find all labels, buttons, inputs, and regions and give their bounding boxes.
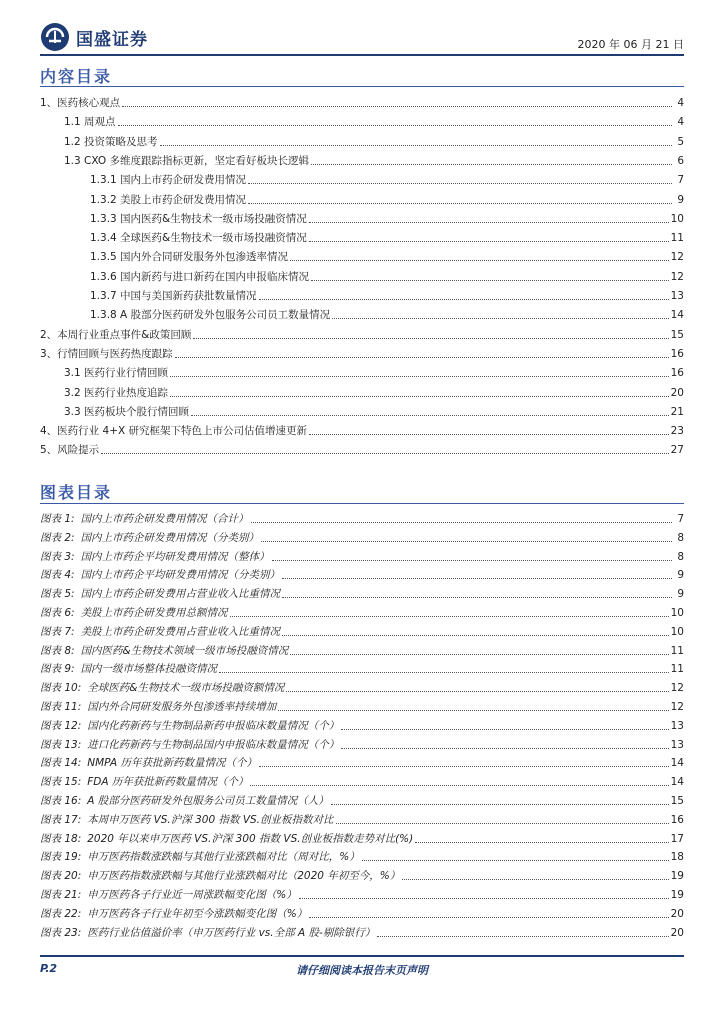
- toc-entry[interactable]: [40, 92, 684, 110]
- figures-title: 图表目录: [40, 483, 113, 502]
- toc-entry-page: 6: [677, 154, 684, 167]
- disclaimer-note: 请仔细阅读本报告末页声明: [296, 964, 428, 977]
- toc-entry-label: 3.3 医药板块个股行情回顾: [64, 405, 190, 418]
- toc-entry-page: 13: [670, 290, 684, 302]
- figure-entry[interactable]: [40, 583, 684, 601]
- toc-entry-label: 5、风险提示: [40, 444, 100, 457]
- figure-leader-dots: [286, 691, 668, 692]
- figure-entry-label: 国内上市药企研发费用情况（分类别）: [80, 531, 260, 544]
- toc-entry-label: 3.1 医药行业行情回顾: [64, 367, 169, 380]
- toc-entry-page: 15: [670, 328, 684, 341]
- toc-entry[interactable]: [40, 343, 684, 361]
- figure-entry-label: 国内上市药企平均研发费用情况（分类别）: [80, 569, 281, 582]
- toc-entry[interactable]: [40, 131, 684, 149]
- toc-leader-dots: [170, 396, 669, 397]
- figure-leader-dots: [230, 616, 669, 617]
- figure-entry-label: 国内一级市场整体投融资情况: [80, 663, 218, 676]
- page-header: [40, 22, 684, 54]
- figure-entry-number: 图表 19:: [40, 851, 82, 864]
- figure-entry-label: 本周申万医药 VS.沪深 300 指数 VS.创业板指数对比: [87, 813, 334, 826]
- toc-entry-label: 1.3.1 国内上市药企研发费用情况: [90, 174, 247, 187]
- toc-entry-page: 4: [677, 116, 684, 129]
- toc-entry[interactable]: [40, 266, 684, 284]
- figure-entry[interactable]: [40, 564, 684, 582]
- toc-leader-dots: [175, 357, 669, 358]
- toc-entry-label: 2、本周行业重点事件&政策回顾: [40, 328, 192, 341]
- header-divider: [40, 54, 684, 56]
- figure-leader-dots: [299, 898, 669, 899]
- toc-entry[interactable]: [40, 420, 684, 438]
- toc-entry-page: 7: [677, 174, 684, 187]
- figure-entry-label: 申万医药各子行业近一周涨跌幅变化图（%）: [87, 889, 297, 901]
- figure-entry-label: 2020 年以来申万医药 VS.沪深 300 指数 VS.创业板指数走势对比(%): [87, 832, 414, 845]
- figure-entry[interactable]: [40, 546, 684, 564]
- toc-leader-dots: [311, 280, 669, 281]
- toc-entry[interactable]: [40, 111, 684, 129]
- figure-leader-dots: [250, 785, 668, 786]
- figure-entry[interactable]: [40, 640, 684, 658]
- figure-entry-number: 图表 1:: [40, 513, 75, 525]
- toc-leader-dots: [259, 299, 669, 300]
- figure-leader-dots: [259, 766, 669, 767]
- figure-leader-dots: [261, 541, 672, 542]
- figure-leader-dots: [282, 597, 672, 598]
- toc-entry-page: 20: [670, 386, 684, 399]
- figure-entry-number: 图表 8:: [40, 644, 75, 657]
- figure-entry[interactable]: [40, 865, 684, 883]
- figure-entry-label: 国内外合同研发服务外包渗透率持续增加: [87, 701, 277, 713]
- figure-entry-page: 11: [670, 663, 684, 676]
- figure-entry-label: 进口化药新药与生物制品国内申报临床数量情况（个）: [87, 738, 340, 751]
- figure-entry[interactable]: [40, 527, 684, 545]
- toc-entry-page: 16: [670, 347, 684, 360]
- toc-leader-dots: [118, 125, 672, 126]
- figure-entry-page: 14: [670, 776, 684, 789]
- figure-entry-label: 申万医药指数涨跌幅与其他行业涨跌幅对比（2020 年初至今，%）: [87, 870, 401, 883]
- toc-entry-label: 1.3.6 国内新药与进口新药在国内申报临床情况: [90, 270, 310, 283]
- figure-entry-number: 图表 15:: [40, 776, 82, 789]
- report-date: 2020 年 06 月 21 日: [577, 38, 684, 51]
- figure-entry-label: A 股部分医药研发外包服务公司员工数量情况（人）: [87, 795, 329, 807]
- figure-entry-page: 13: [670, 738, 684, 751]
- toc-title-divider: [40, 86, 684, 87]
- figure-entry-number: 图表 9:: [40, 663, 75, 676]
- figure-entry-page: 20: [670, 907, 684, 920]
- figure-leader-dots: [341, 748, 668, 749]
- figure-entry-page: 10: [670, 625, 684, 638]
- figure-leader-dots: [278, 710, 668, 711]
- figure-leader-dots: [377, 936, 668, 937]
- figure-entry-page: 10: [670, 607, 684, 619]
- figure-entry-label: 国内上市药企研发费用情况（合计）: [80, 513, 249, 525]
- toc-entry-page: 11: [670, 232, 684, 245]
- figure-entry-page: 12: [670, 701, 684, 713]
- toc-entry-page: 12: [670, 270, 684, 283]
- toc-entry-page: 27: [670, 444, 684, 457]
- toc-leader-dots: [191, 415, 669, 416]
- toc-leader-dots: [309, 241, 669, 242]
- toc-entry-label: 1.3 CXO 多维度跟踪指标更新，坚定看好板块长逻辑: [64, 154, 309, 167]
- figure-entry-label: 医药行业估值溢价率（申万医药行业 vs.全部 A 股-剔除银行）: [87, 926, 376, 939]
- figure-entry-label: 美股上市药企研发费用占营业收入比重情况: [80, 625, 281, 638]
- toc-entry[interactable]: [40, 246, 684, 264]
- figure-entry-label: NMPA 历年获批新药数量情况（个）: [87, 757, 257, 770]
- figure-entry-number: 图表 13:: [40, 738, 82, 751]
- toc-entry[interactable]: [40, 439, 684, 457]
- figure-entry-number: 图表 20:: [40, 870, 82, 883]
- figure-entry[interactable]: [40, 677, 684, 695]
- figure-entry[interactable]: [40, 734, 684, 752]
- toc-leader-dots: [311, 164, 672, 165]
- figure-entry-number: 图表 17:: [40, 813, 82, 826]
- logo-emblem-icon: [40, 22, 70, 52]
- toc-leader-dots: [170, 376, 669, 377]
- figure-leader-dots: [219, 672, 669, 673]
- figure-leader-dots: [290, 654, 668, 655]
- figure-entry-number: 图表 18:: [40, 832, 82, 845]
- toc-leader-dots: [160, 145, 672, 146]
- figure-entry-page: 7: [677, 513, 684, 525]
- toc-entry-label: 1.2 投资策略及思考: [64, 135, 158, 148]
- figure-entry-page: 8: [677, 531, 684, 544]
- figure-leader-dots: [309, 917, 668, 918]
- figure-leader-dots: [415, 842, 668, 843]
- figure-entry-number: 图表 6:: [40, 607, 75, 619]
- figure-entry-number: 图表 23:: [40, 926, 82, 939]
- figure-entry-number: 图表 10:: [40, 682, 82, 695]
- figure-entry[interactable]: [40, 658, 684, 676]
- footer-divider: [40, 955, 684, 957]
- figure-entry[interactable]: [40, 621, 684, 639]
- toc-entry-label: 1.3.2 美股上市药企研发费用情况: [90, 193, 247, 206]
- company-logo: [40, 22, 148, 52]
- figure-entry-number: 图表 3:: [40, 550, 75, 563]
- toc-entry[interactable]: [40, 189, 684, 207]
- toc-entry-label: 1.3.7 中国与美国新药获批数量情况: [90, 290, 257, 302]
- figure-entry-page: 11: [670, 644, 684, 657]
- toc-entry-page: 23: [670, 425, 684, 438]
- figure-entry-number: 图表 14:: [40, 757, 82, 770]
- toc-entry[interactable]: [40, 324, 684, 342]
- figure-entry-page: 18: [670, 851, 684, 864]
- figure-entry-page: 9: [677, 588, 684, 601]
- toc-leader-dots: [193, 338, 668, 339]
- figure-entry[interactable]: [40, 884, 684, 902]
- figure-entry-number: 图表 16:: [40, 795, 82, 807]
- toc-entry[interactable]: [40, 285, 684, 303]
- toc-entry[interactable]: [40, 362, 684, 380]
- toc-entry-label: 1、医药核心观点: [40, 97, 121, 109]
- figure-entry-label: 全球医药&生物技术一级市场投融资额情况: [87, 682, 285, 695]
- figure-entry-number: 图表 12:: [40, 719, 82, 732]
- page-number: P.2: [40, 962, 58, 975]
- figure-entry-number: 图表 2:: [40, 531, 75, 544]
- toc-entry-label: 3.2 医药行业热度追踪: [64, 386, 169, 399]
- toc-entry-page: 12: [670, 251, 684, 264]
- toc-leader-dots: [309, 222, 669, 223]
- toc-entry-page: 9: [677, 193, 684, 206]
- toc-entry[interactable]: [40, 227, 684, 245]
- figure-entry-page: 13: [670, 719, 684, 732]
- toc-entry-label: 1.3.5 国内外合同研发服务外包渗透率情况: [90, 251, 289, 264]
- figure-entry[interactable]: [40, 508, 684, 526]
- toc-leader-dots: [101, 453, 668, 454]
- figure-entry-number: 图表 11:: [40, 701, 82, 713]
- figure-leader-dots: [272, 560, 672, 561]
- figure-entry-page: 12: [670, 682, 684, 695]
- figure-entry-page: 19: [670, 889, 684, 901]
- figure-entry[interactable]: [40, 752, 684, 770]
- figure-entry-label: 申万医药指数涨跌幅与其他行业涨跌幅对比（周对比，%）: [87, 851, 360, 864]
- toc-entry-label: 1.3.4 全球医药&生物技术一级市场投融资情况: [90, 232, 307, 245]
- figure-leader-dots: [282, 578, 672, 579]
- toc-entry[interactable]: [40, 382, 684, 400]
- figure-entry[interactable]: [40, 809, 684, 827]
- toc-leader-dots: [309, 434, 669, 435]
- figure-entry[interactable]: [40, 602, 684, 620]
- toc-entry[interactable]: [40, 401, 684, 419]
- toc-entry-page: 5: [677, 135, 684, 148]
- toc-leader-dots: [290, 260, 669, 261]
- figure-entry[interactable]: [40, 922, 684, 940]
- figure-leader-dots: [282, 635, 669, 636]
- toc-leader-dots: [332, 318, 669, 319]
- figure-entry-page: 19: [670, 870, 684, 883]
- figure-entry-label: 申万医药各子行业年初至今涨跌幅变化图（%）: [87, 907, 308, 920]
- figure-leader-dots: [251, 522, 672, 523]
- toc-entry[interactable]: [40, 169, 684, 187]
- toc-entry-label: 1.3.3 国内医药&生物技术一级市场投融资情况: [90, 212, 307, 225]
- figure-entry-number: 图表 4:: [40, 569, 75, 582]
- figure-entry-page: 14: [670, 757, 684, 770]
- figure-entry[interactable]: [40, 903, 684, 921]
- toc-entry-page: 21: [670, 405, 684, 418]
- figure-entry[interactable]: [40, 771, 684, 789]
- figure-leader-dots: [336, 823, 669, 824]
- figure-entry-label: 国内化药新药与生物制品新药申报临床数量情况（个）: [87, 719, 340, 732]
- figure-entry[interactable]: [40, 828, 684, 846]
- toc-entry-page: 10: [670, 212, 684, 225]
- toc-entry-label: 1.3.8 A 股部分医药研发外包服务公司员工数量情况: [90, 309, 331, 322]
- figure-entry-label: 国内医药&生物技术领域一级市场投融资情况: [80, 644, 289, 657]
- toc-entry-page: 16: [670, 367, 684, 380]
- figure-entry[interactable]: [40, 696, 684, 714]
- figure-entry-page: 15: [670, 795, 684, 807]
- toc-entry-label: 3、行情回顾与医药热度跟踪: [40, 347, 173, 360]
- figure-entry[interactable]: [40, 846, 684, 864]
- figure-entry[interactable]: [40, 715, 684, 733]
- toc-title: 内容目录: [40, 67, 113, 86]
- figure-entry-label: 国内上市药企平均研发费用情况（整体）: [80, 550, 270, 563]
- toc-leader-dots: [248, 183, 672, 184]
- figures-title-divider: [40, 503, 684, 504]
- figure-entry-label: FDA 历年获批新药数量情况（个）: [87, 776, 249, 789]
- figure-leader-dots: [331, 804, 669, 805]
- figure-entry-label: 美股上市药企研发费用总额情况: [80, 607, 228, 619]
- toc-entry[interactable]: [40, 208, 684, 226]
- toc-entry-label: 1.1 周观点: [64, 116, 116, 129]
- toc-entry-label: 4、医药行业 4+X 研究框架下特色上市公司估值增速更新: [40, 425, 308, 438]
- figure-entry-number: 图表 22:: [40, 907, 82, 920]
- figure-leader-dots: [341, 729, 668, 730]
- figure-entry[interactable]: [40, 790, 684, 808]
- toc-leader-dots: [122, 106, 672, 107]
- figure-entry-page: 9: [677, 569, 684, 582]
- figure-entry-page: 16: [670, 813, 684, 826]
- figure-entry-number: 图表 5:: [40, 588, 75, 601]
- figure-leader-dots: [362, 860, 669, 861]
- figure-entry-page: 17: [670, 832, 684, 845]
- toc-entry-page: 14: [670, 309, 684, 322]
- toc-leader-dots: [248, 203, 672, 204]
- figure-entry-number: 图表 21:: [40, 889, 82, 901]
- figure-entry-page: 20: [670, 926, 684, 939]
- toc-entry-page: 4: [677, 97, 684, 109]
- toc-entry[interactable]: [40, 304, 684, 322]
- figure-entry-number: 图表 7:: [40, 625, 75, 638]
- figure-entry-label: 国内上市药企研发费用占营业收入比重情况: [80, 588, 281, 601]
- toc-entry[interactable]: [40, 150, 684, 168]
- figure-leader-dots: [402, 879, 668, 880]
- logo-text: 国盛证券: [76, 29, 148, 50]
- figure-entry-page: 8: [677, 550, 684, 563]
